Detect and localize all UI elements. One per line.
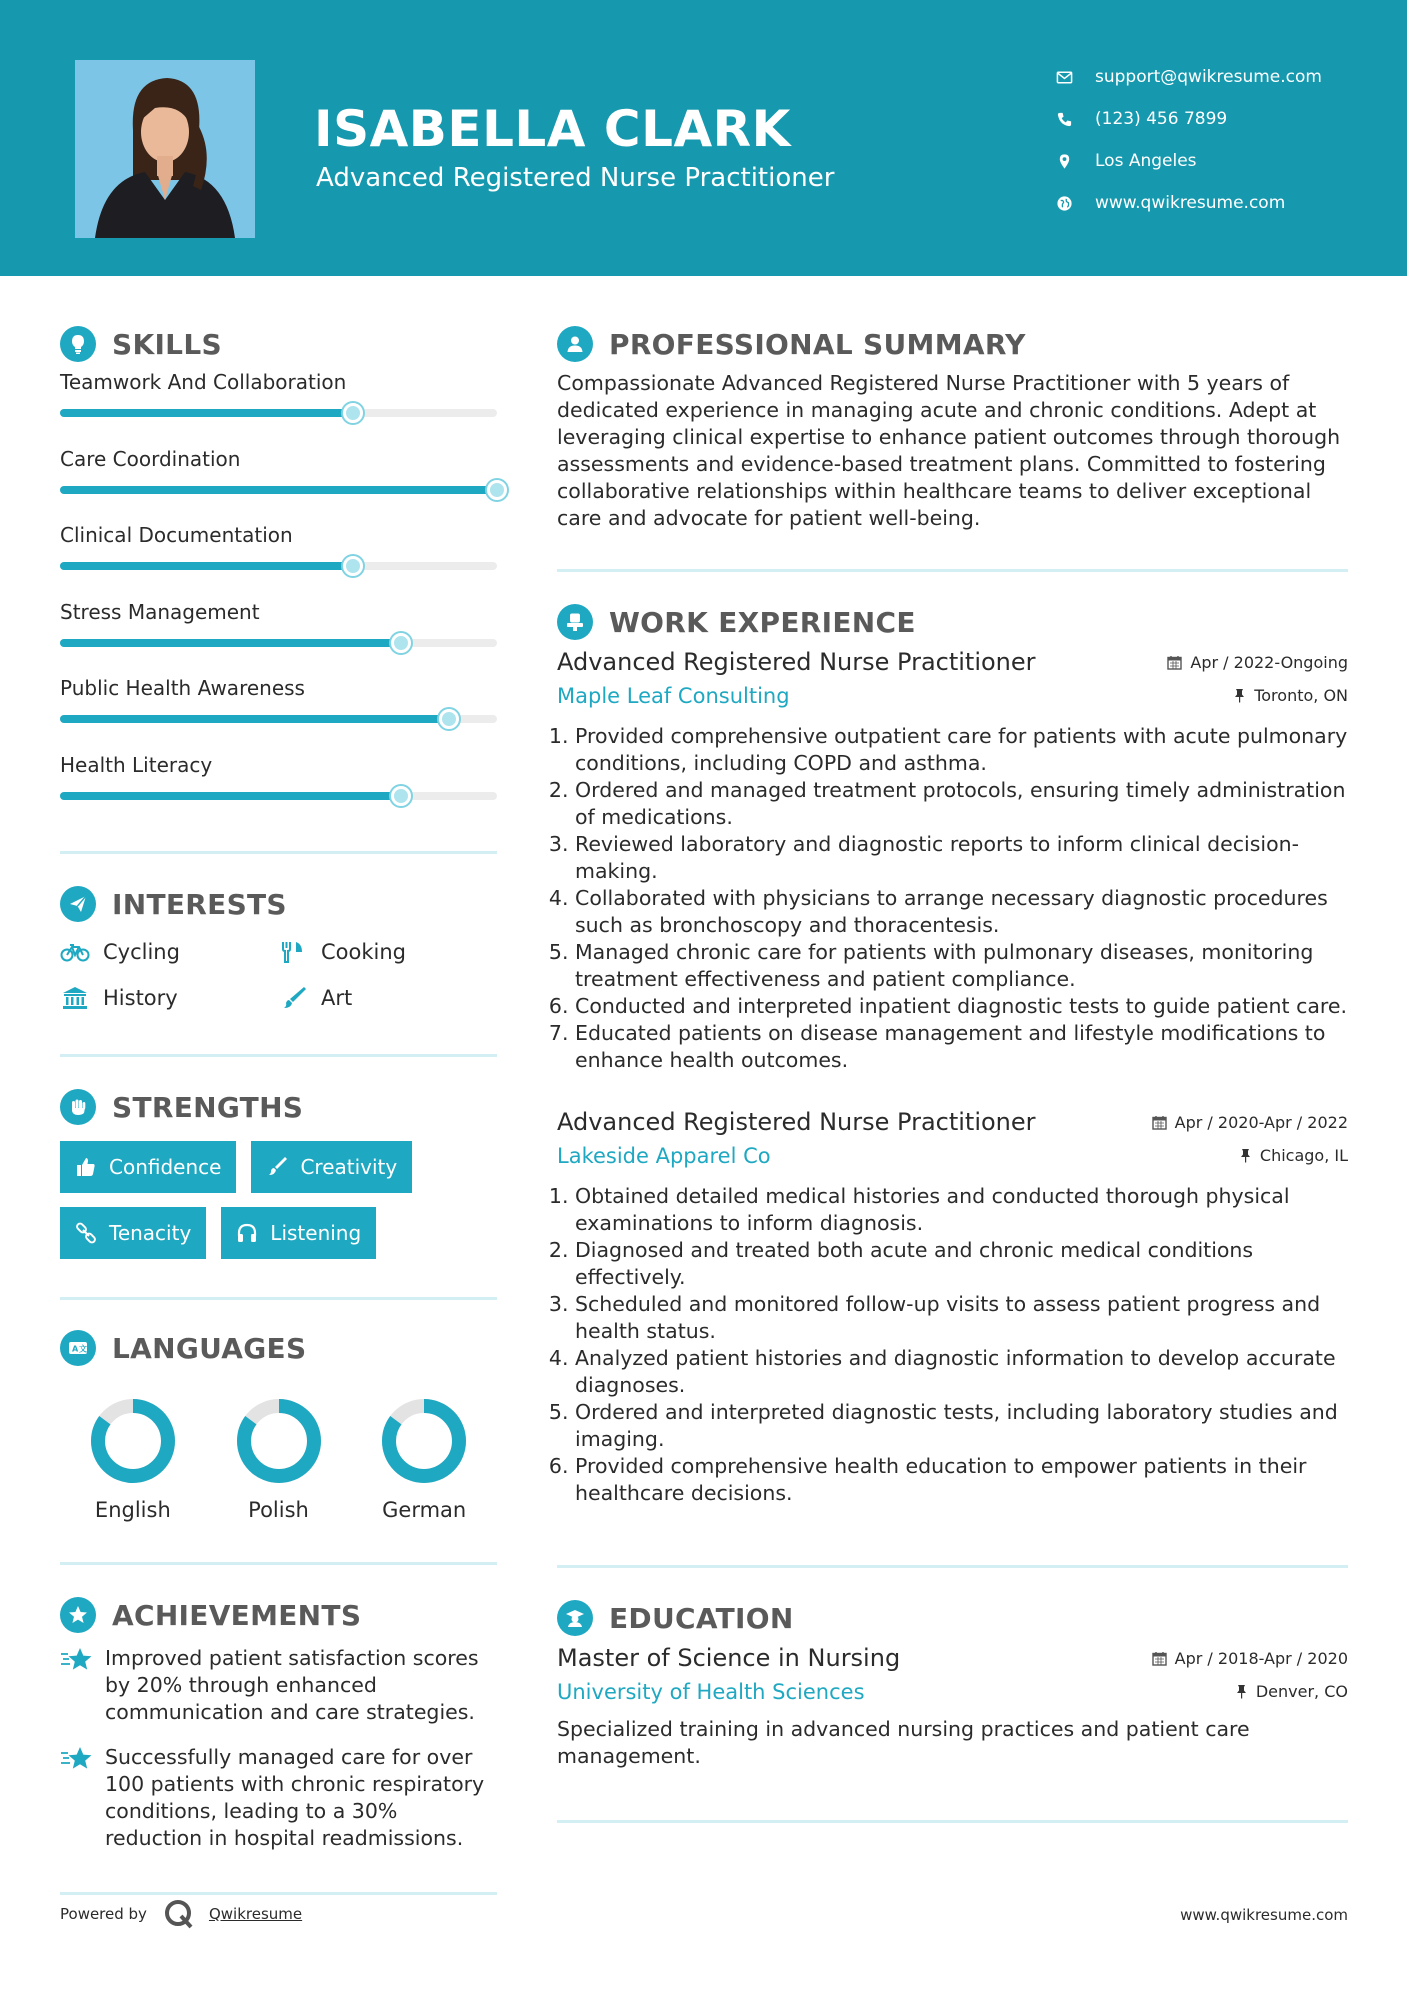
summary-section — [557, 324, 1348, 532]
interest-label: Cycling — [103, 940, 180, 964]
pushpin-icon — [1233, 688, 1254, 703]
job-bullet: 1. Provided comprehensive outpatient care for patients with acute pulmonary conditions, including COPD and asthma. — [575, 723, 1348, 777]
skill-item — [60, 523, 497, 600]
job-bullets — [557, 1183, 1348, 1507]
language-item — [206, 1396, 352, 1522]
strength-label: Confidence — [109, 1155, 222, 1179]
strength-label: Tenacity — [109, 1221, 192, 1245]
job-bullet: 2. Diagnosed and treated both acute and chronic medical conditions effectively. — [575, 1237, 1348, 1291]
lightbulb-icon — [60, 326, 96, 362]
skill-label: Care Coordination — [60, 446, 241, 471]
skill-bar-knob — [343, 556, 363, 576]
language-item — [351, 1396, 497, 1522]
strengths-heading — [60, 1087, 497, 1127]
skill-bar — [60, 562, 497, 570]
job-bullet: 6. Provided comprehensive health education to empower patients in their healthcare decisions. — [575, 1453, 1348, 1507]
svg-text:A: A — [72, 1344, 79, 1354]
graduate-icon — [557, 1600, 593, 1636]
education-section — [557, 1598, 1348, 1770]
strength-chip — [60, 1207, 206, 1259]
job-date-text: Apr / 2022-Ongoing — [1190, 653, 1348, 672]
language-proficiency-ring — [88, 1396, 178, 1486]
education-title: EDUCATION — [609, 1601, 794, 1635]
skill-item — [60, 600, 497, 677]
skills-title: SKILLS — [112, 327, 222, 361]
star-icon — [60, 1744, 94, 1774]
job-date-text: Apr / 2020-Apr / 2022 — [1174, 1113, 1348, 1132]
user-icon — [557, 326, 593, 362]
link-icon — [75, 1222, 97, 1244]
language-proficiency-ring — [234, 1396, 324, 1486]
contact-phone-text: (123) 456 7899 — [1095, 109, 1228, 129]
education-heading — [557, 1598, 1348, 1638]
skill-bar-fill — [60, 792, 401, 800]
calendar-icon — [1152, 1115, 1175, 1130]
company-name: Maple Leaf Consulting — [557, 684, 790, 708]
company-row — [557, 684, 1348, 708]
skill-label: Public Health Awareness — [60, 676, 305, 700]
languages-section — [60, 1328, 497, 1522]
skill-label: Stress Management — [60, 599, 260, 624]
job-title: Advanced Registered Nurse Practitioner — [557, 648, 1036, 676]
contact-location-text: Los Angeles — [1095, 151, 1197, 171]
job-bullet: 1. Obtained detailed medical histories and conducted thorough physical examinations to inform diagnosis. — [575, 1183, 1348, 1237]
achievements-heading — [60, 1595, 497, 1635]
interest-label: Art — [321, 986, 353, 1010]
interest-label: Cooking — [321, 940, 406, 964]
languages-list — [60, 1396, 497, 1522]
achievement-text: Successfully managed care for over 100 patients with chronic respiratory conditions, leading to a 30% reduction in hospital readmissions. — [105, 1745, 485, 1850]
contact-list — [1055, 56, 1385, 224]
strengths-title: STRENGTHS — [112, 1090, 304, 1124]
skill-item — [60, 676, 497, 753]
globe-icon — [1055, 194, 1073, 212]
headphones-icon — [236, 1222, 258, 1244]
achievement-item — [60, 1645, 497, 1726]
interests-heading — [60, 884, 497, 924]
section-divider — [60, 1892, 497, 1895]
interest-item — [60, 982, 278, 1014]
strengths-section — [60, 1087, 497, 1259]
jobs-list — [557, 648, 1348, 1507]
job-location — [1233, 686, 1348, 705]
skill-item — [60, 447, 497, 524]
job-bullet: 5. Managed chronic care for patients with pulmonary diseases, monitoring treatment effectiveness and patient compliance. — [575, 939, 1348, 993]
company-name: Lakeside Apparel Co — [557, 1144, 771, 1168]
skill-bar-knob — [391, 786, 411, 806]
skill-bar-knob — [391, 633, 411, 653]
thumbs-up-icon — [75, 1156, 97, 1178]
education-location-text: Denver, CO — [1255, 1682, 1348, 1701]
powered-by-label: Powered by — [60, 1905, 147, 1923]
job-bullet: 6. Conducted and interpreted inpatient diagnostic tests to guide patient care. — [575, 993, 1348, 1020]
language-label: German — [382, 1498, 467, 1522]
phone-icon — [1055, 110, 1073, 128]
resume-header — [0, 0, 1407, 276]
contact-website[interactable] — [1055, 182, 1385, 224]
job-date — [1152, 1113, 1348, 1132]
language-label: English — [94, 1498, 171, 1522]
school-row — [557, 1680, 1348, 1704]
pushpin-icon — [1239, 1148, 1260, 1163]
skill-bar — [60, 409, 497, 417]
profile-photo — [75, 60, 255, 238]
job-entry — [557, 648, 1348, 1074]
strength-chip — [221, 1207, 376, 1259]
strength-label: Creativity — [300, 1155, 398, 1179]
right-column — [557, 276, 1348, 1823]
achievement-item — [60, 1744, 497, 1852]
interest-item — [278, 936, 496, 968]
utensils-icon — [278, 939, 310, 965]
company-row — [557, 1144, 1348, 1168]
pushpin-icon — [1235, 1684, 1248, 1699]
job-entry — [557, 1108, 1348, 1507]
skill-bar-fill — [60, 639, 401, 647]
job-head — [557, 1108, 1348, 1136]
job-head — [557, 648, 1348, 676]
contact-email-text: support@qwikresume.com — [1095, 67, 1322, 87]
skills-heading — [60, 324, 497, 364]
footer-website[interactable]: www.qwikresume.com — [1180, 1906, 1348, 1924]
profile-photo-illustration — [75, 60, 255, 238]
interests-list — [60, 936, 497, 1014]
skills-section — [60, 324, 497, 829]
qwikresume-link[interactable]: Qwikresume — [208, 1905, 303, 1923]
education-head — [557, 1644, 1348, 1672]
fist-icon — [60, 1089, 96, 1125]
job-bullet: 3. Reviewed laboratory and diagnostic reports to inform clinical decision-making. — [575, 831, 1348, 885]
skill-bar-fill — [60, 562, 353, 570]
skill-bar-fill — [60, 409, 353, 417]
skill-item — [60, 370, 497, 447]
briefcase-user-icon — [557, 604, 593, 640]
paintbrush-icon — [278, 985, 310, 1011]
education-date-text: Apr / 2018-Apr / 2020 — [1174, 1649, 1348, 1668]
job-bullet: 5. Ordered and interpreted diagnostic tests, including laboratory studies and imaging. — [575, 1399, 1348, 1453]
job-bullet: 3. Scheduled and monitored follow-up visits to assess patient progress and health status. — [575, 1291, 1348, 1345]
candidate-name: ISABELLA CLARK — [314, 100, 791, 158]
job-bullet: 7. Educated patients on disease management and lifestyle modifications to enhance health outcomes. — [575, 1020, 1348, 1074]
achievements-section — [60, 1595, 497, 1852]
languages-heading — [60, 1328, 497, 1368]
skill-bar-fill — [60, 486, 497, 494]
languages-title: LANGUAGES — [112, 1331, 307, 1365]
job-bullet: 4. Analyzed patient histories and diagnostic information to develop accurate diagnoses. — [575, 1345, 1348, 1399]
interests-section — [60, 884, 497, 1014]
paintbrush-icon — [266, 1156, 288, 1178]
achievements-title: ACHIEVEMENTS — [112, 1598, 362, 1632]
job-bullet: 4. Collaborated with physicians to arrange necessary diagnostic procedures such as bronchoscopy and thoracentesis. — [575, 885, 1348, 939]
star-icon — [60, 1645, 94, 1675]
bicycle-icon — [60, 939, 92, 965]
summary-text: Compassionate Advanced Registered Nurse Practitioner with 5 years of dedicated experience in managing acute and chronic conditions. Adept at leveraging clinical expertise to enhance patient outcomes through thorough assessments and evidence-based treatment plans. Committed to fostering collaborative relationships within healthcare teams to deliver exceptional care and advocate for patient well-being. — [557, 371, 1341, 530]
skill-label: Clinical Documentation — [60, 523, 293, 547]
achievements-list — [60, 1645, 497, 1852]
skill-bar — [60, 792, 497, 800]
degree-title: Master of Science in Nursing — [557, 1644, 901, 1672]
map-pin-icon — [1055, 152, 1073, 170]
achievement-text: Improved patient satisfaction scores by 20% through enhanced communication and care strategies. — [105, 1646, 479, 1724]
strengths-list — [60, 1141, 497, 1259]
summary-title: PROFESSIONAL SUMMARY — [609, 327, 1026, 361]
contact-website-text: www.qwikresume.com — [1095, 193, 1286, 213]
strength-label: Listening — [270, 1221, 362, 1245]
language-proficiency-ring — [379, 1396, 469, 1486]
interest-item — [278, 982, 496, 1014]
school-name: University of Health Sciences — [557, 1680, 865, 1704]
skill-bar-fill — [60, 715, 449, 723]
job-date — [1167, 653, 1348, 672]
education-date — [1152, 1649, 1348, 1668]
contact-phone[interactable] — [1055, 98, 1385, 140]
education-location — [1235, 1682, 1348, 1701]
language-icon — [60, 1330, 96, 1366]
job-location-text: Chicago, IL — [1259, 1146, 1348, 1165]
section-divider — [557, 1820, 1348, 1823]
skill-bar-knob — [343, 403, 363, 423]
interest-item — [60, 936, 278, 968]
calendar-icon — [1167, 655, 1190, 670]
summary-heading — [557, 324, 1348, 364]
skills-list — [60, 370, 497, 829]
job-location-text: Toronto, ON — [1254, 686, 1348, 705]
experience-section — [557, 602, 1348, 1507]
experience-heading — [557, 602, 1348, 642]
left-column — [60, 276, 497, 1895]
skill-label: Health Literacy — [60, 752, 213, 777]
footer-powered-by — [60, 1898, 302, 1930]
interests-title: INTERESTS — [112, 887, 287, 921]
calendar-icon — [1152, 1651, 1167, 1666]
strength-chip — [60, 1141, 236, 1193]
job-location — [1239, 1146, 1348, 1165]
skill-bar-knob — [487, 480, 507, 500]
paper-plane-icon — [60, 886, 96, 922]
skill-bar — [60, 715, 497, 723]
skill-item — [60, 753, 497, 830]
job-title: Advanced Registered Nurse Practitioner — [557, 1108, 1036, 1136]
skill-bar — [60, 486, 497, 494]
job-bullet: 2. Ordered and managed treatment protocols, ensuring timely administration of medications. — [575, 777, 1348, 831]
svg-text:文: 文 — [79, 1344, 87, 1354]
experience-title: WORK EXPERIENCE — [609, 605, 916, 639]
skill-bar-knob — [439, 709, 459, 729]
interest-label: History — [103, 986, 178, 1010]
museum-icon — [60, 985, 92, 1011]
strength-chip — [251, 1141, 412, 1193]
star-badge-icon — [60, 1597, 96, 1633]
skill-bar — [60, 639, 497, 647]
candidate-title: Advanced Registered Nurse Practitioner — [316, 163, 835, 193]
skill-label: Teamwork And Collaboration — [60, 370, 347, 394]
contact-email[interactable] — [1055, 56, 1385, 98]
education-description: Specialized training in advanced nursing practices and patient care management. — [557, 1717, 1250, 1768]
contact-location — [1055, 140, 1385, 182]
qwikresume-logo-icon — [163, 1898, 195, 1930]
envelope-icon — [1055, 68, 1073, 86]
job-bullets — [557, 723, 1348, 1074]
language-item — [60, 1396, 206, 1522]
language-label: Polish — [248, 1498, 309, 1522]
